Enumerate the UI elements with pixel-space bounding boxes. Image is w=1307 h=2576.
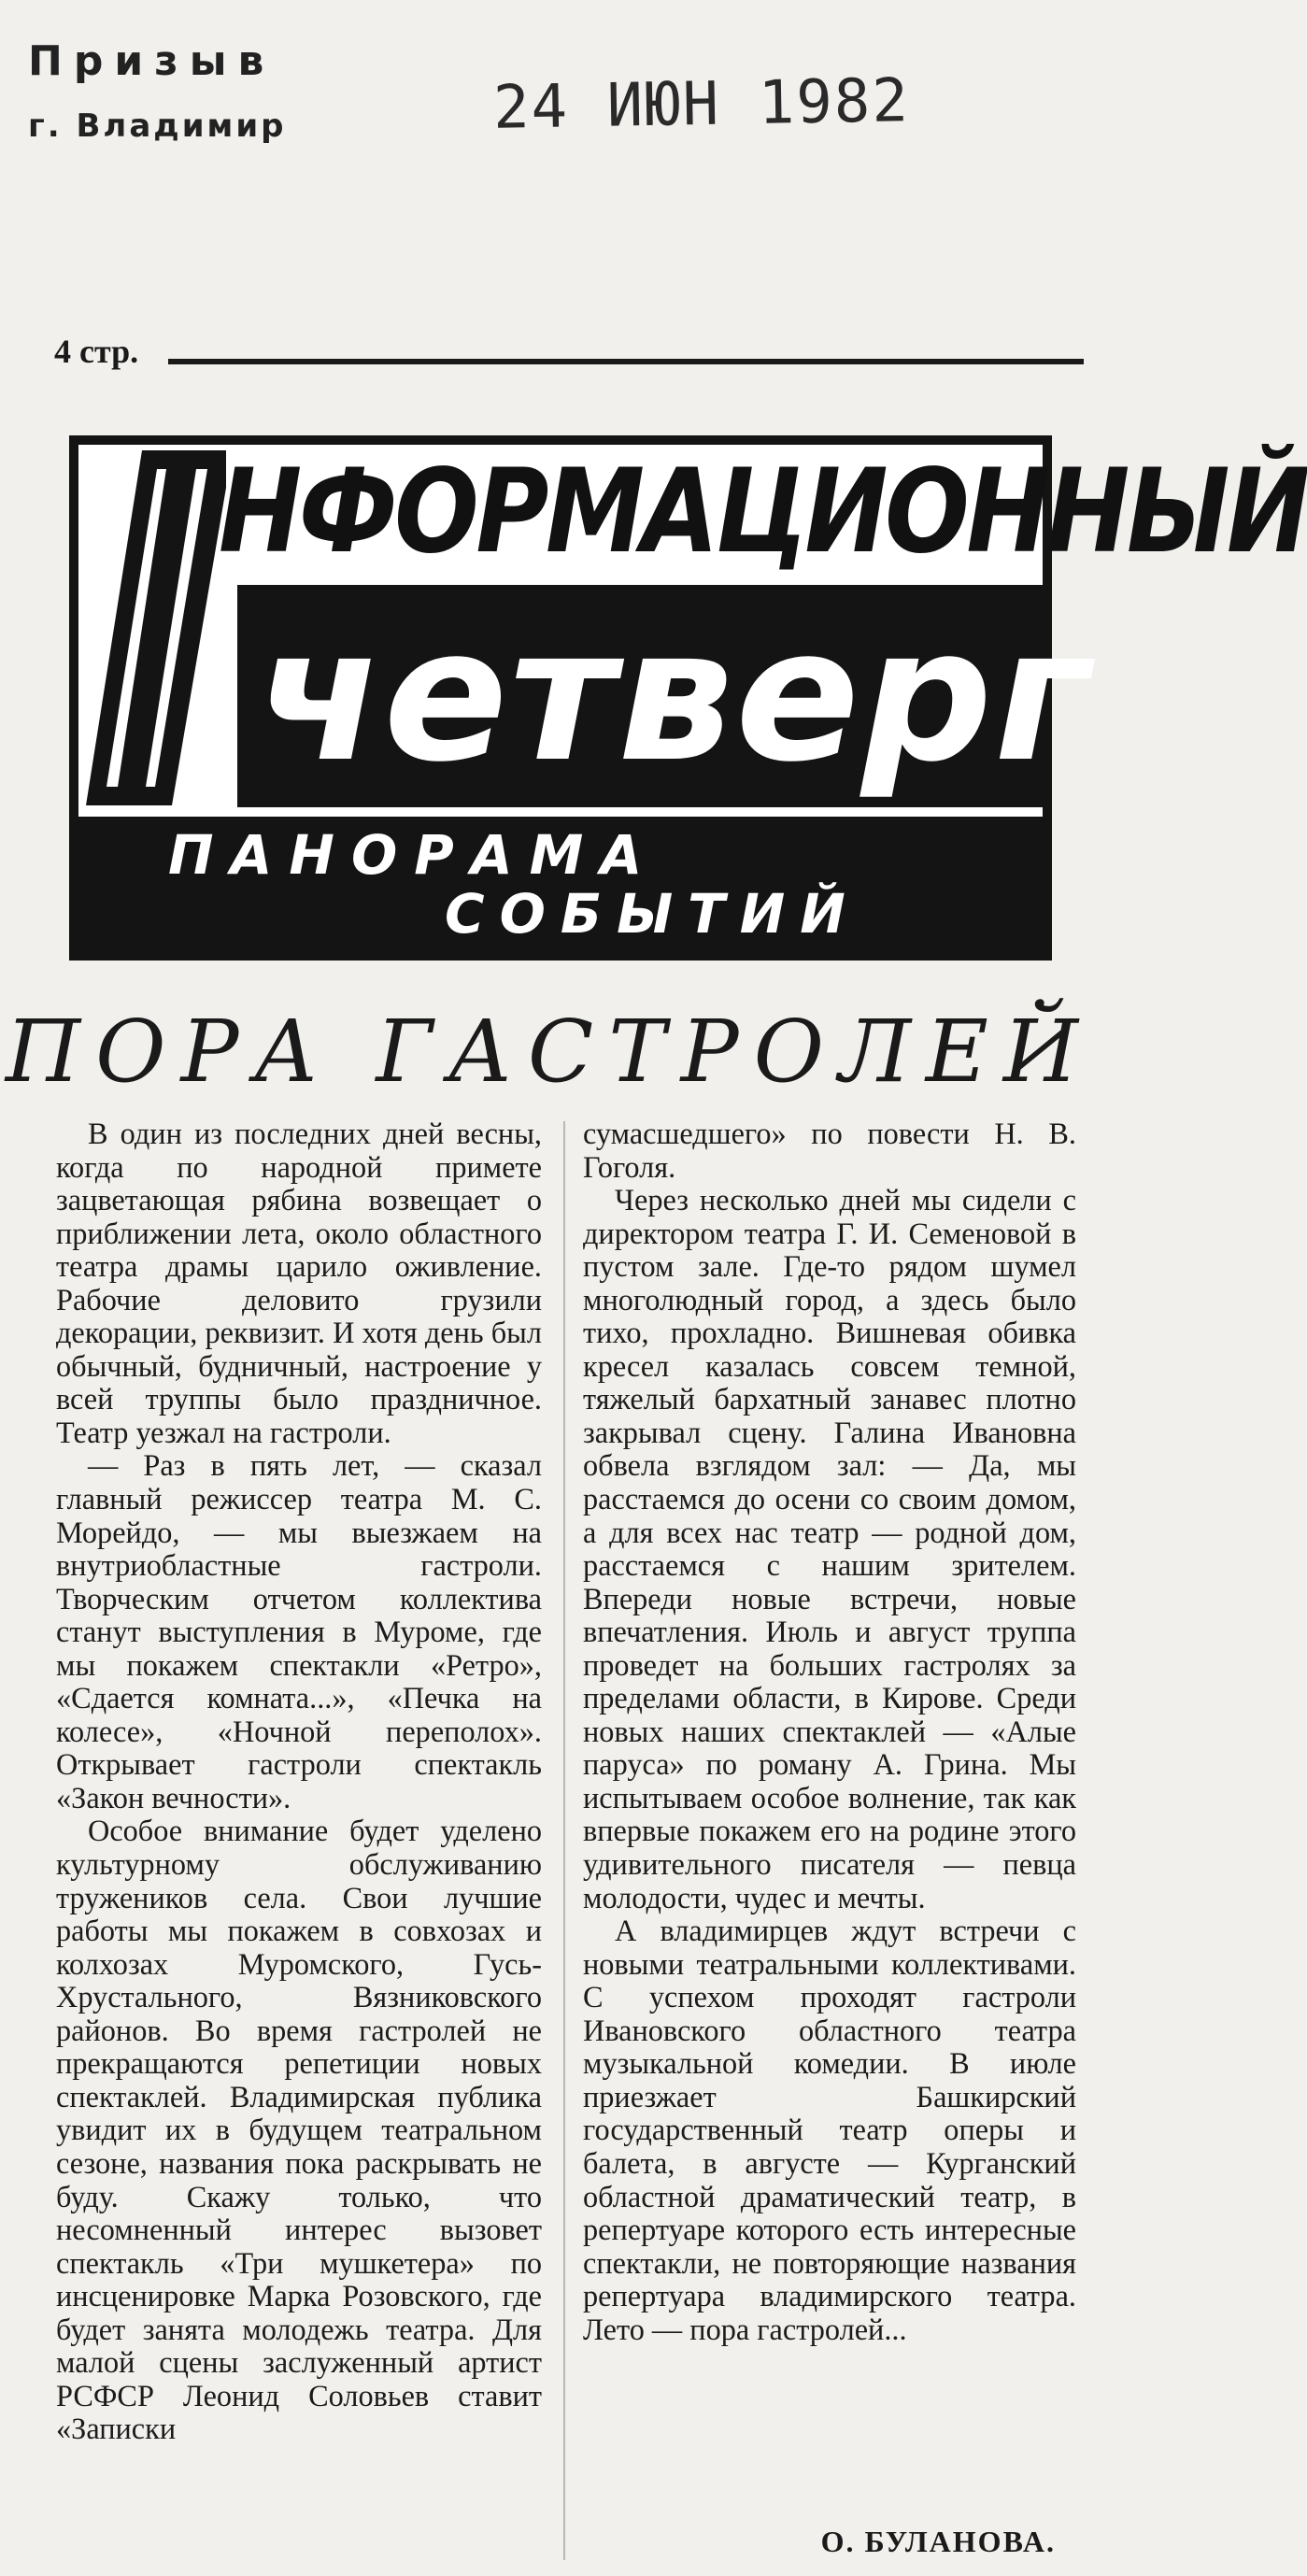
page-number: 4 стр. xyxy=(54,333,139,370)
article-paragraph: Через несколько дней мы сидели с директором театра Г. И. Семеновой в пустом зале. Где-то рядом шумел многолюдный город, а здесь было тихо, прохладно. Вишневая обивка кресел казалась совсем темной, тяжелый бархатный занавес плотно закрывал сцену. Галина Ивановна обвела взглядом зал: — Да, мы расстаемся до осени со своим домом, а для всех нас театр — родной дом, расстаемся с нашим зрителем. Впереди новые встречи, новые впечатления. Июль и август труппа проведет на больших гастролях за пределами области, в Кирове. Среди новых наших спектаклей — «Алые паруса» по роману А. Грина. Мы испытываем особое волнение, так как впервые покажем его на родине этого удивительного писателя — певца молодости, чудес и мечты. xyxy=(583,1183,1076,1914)
rubric-masthead xyxy=(69,435,1307,961)
article-column-right xyxy=(583,1117,1076,2346)
article-paragraph-continuation: сумасшедшего» по повести Н. В. Гоголя. xyxy=(583,1117,1076,1184)
article-paragraph: В один из последних дней весны, когда по народной примете зацветающая рябина возвещает о приближении лета, около областного театра драмы царило оживление. Рабочие деловито грузили декорации, реквизит. И хотя день был обычный, будничный, настроение у всей труппы было праздничное. Театр уезжал на гастроли. xyxy=(56,1117,542,1449)
masthead-word-chetverg: четверг xyxy=(256,590,1092,803)
article-column-left xyxy=(56,1117,542,2446)
date-stamp: 24 ИЮН 1982 xyxy=(492,66,911,143)
article-headline: ПОРА ГАСТРОЛЕЙ xyxy=(5,1002,1094,1102)
masthead-initial-letter xyxy=(86,450,226,805)
source-newspaper-name: Призыв xyxy=(28,37,276,85)
top-rule xyxy=(168,359,1084,364)
source-city: г. Владимир xyxy=(28,107,287,145)
author-signature: О. БУЛАНОВА. xyxy=(820,2525,1056,2558)
article-paragraph: — Раз в пять лет, — сказал главный режиссер театра М. С. Морейдо, — мы выезжаем на внутриобластные гастроли. Творческим отчетом коллектива станут выступления в Муроме, где мы покажем спектакли «Ретро», «Сдается комната...», «Печка на колесе», «Ночной переполох». Открывает гастроли спектакль «Закон вечности». xyxy=(56,1448,542,1815)
masthead-subtitle-panorama: ПАНОРАМА xyxy=(168,823,660,887)
column-divider xyxy=(563,1121,565,2560)
article-paragraph: Особое внимание будет уделено культурному обслуживанию тружеников села. Свои лучшие работы мы покажем в совхозах и колхозах Муромского, Гусь-Хрустального, Вязниковского районов. Во время гастролей не прекращаются репетиции новых спектаклей. Владимирская публика увидит их в будущем театральном сезоне, названия пока раскрывать не буду. Скажу только, что несомненный интерес вызовет спектакль «Три мушкетера» по инсценировке Марка Розовского, где будет занята молодежь театра. Для малой сцены заслуженный артист РСФСР Леонид Соловьев ставит «Записки xyxy=(56,1814,542,2446)
masthead-word-informatsionny: НФОРМАЦИОННЫЙ xyxy=(219,445,1307,579)
article-paragraph: А владимирцев ждут встречи с новыми театральными коллективами. С успехом проходят гастроли Ивановского областного театра музыкальной комедии. В июле приезжает Башкирский государственный театр оперы и балета, в августе — Курганский областной драматический театр, в репертуаре которого есть интересные спектакли, не повторяющие названия репертуара владимирского театра. Лето — пора гастролей... xyxy=(583,1914,1076,2346)
masthead-subtitle-sobytiy: СОБЫТИЙ xyxy=(445,882,860,946)
